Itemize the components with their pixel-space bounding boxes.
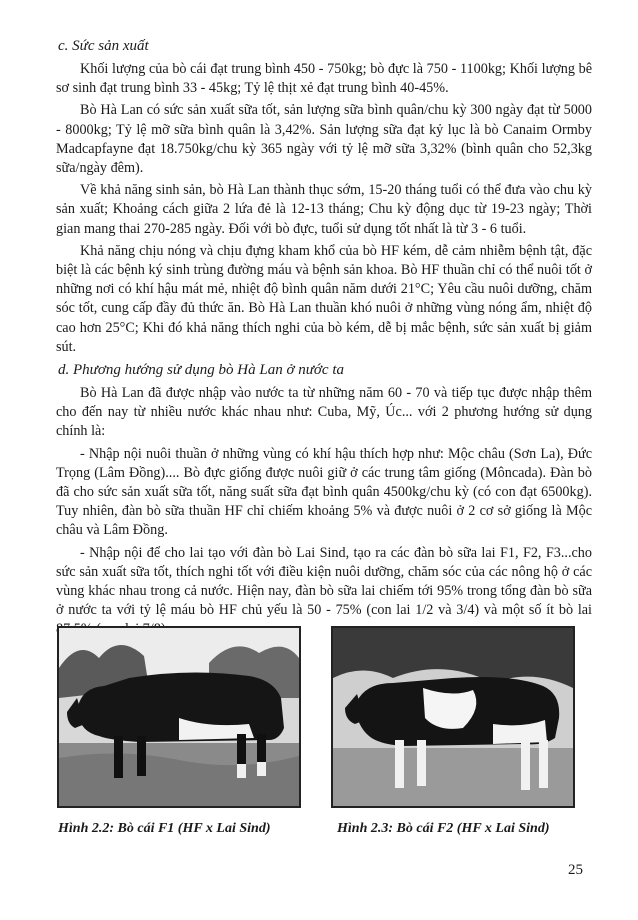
cow-photo-f2-image — [333, 628, 573, 806]
paragraph: Bò Hà Lan có sức sản xuất sữa tốt, sản lượng sữa bình quân/chu kỳ 300 ngày đạt từ 5000 - 8000kg; Tỷ lệ mỡ sữa bình quân là 3,42%. Sản lượng sữa đạt kỷ lục là bò Canaim Ormby Madcapfayne đạt 18.750kg/chu kỳ 365 ngày với tỷ lệ mỡ sữa 3,32% (bình quân cho 52,3kg sữa/ngày đêm). — [56, 102, 592, 177]
figures-row — [56, 626, 592, 846]
paragraph: - Nhập nội nuôi thuần ở những vùng có khí hậu thích hợp như: Mộc châu (Sơn La), Đức Trọng (Lâm Đồng).... Bò đực giống được nuôi giữ ở các trung tâm giống (Môncada). Đàn bò đã cho sức sản xuất sữa tốt, năng suất sữa đạt bình quân 4500kg/chu kỳ (có con đạt 6500kg). Tuy nhiên, đàn bò sữa thuần HF chỉ chiếm khoảng 5% và được nuôi ở 2 cơ sở giống là Mộc châu và Lâm Đồng. — [56, 445, 592, 539]
figure-caption: Hình 2.3: Bò cái F2 (HF x Lai Sind) — [337, 821, 550, 836]
figure-2-2 — [57, 626, 297, 836]
cow-photo-f2 — [331, 626, 575, 808]
paragraph: Khối lượng của bò cái đạt trung bình 450 - 750kg; bò đực là 750 - 1100kg; Khối lượng bê sơ sinh đạt trung bình 33 - 45kg; Tỷ lệ thịt xẻ đạt trung bình 40-45%. — [56, 61, 592, 97]
paragraph: Bò Hà Lan đã được nhập vào nước ta từ những năm 60 - 70 và tiếp tục được nhập thêm cho đến nay từ nhiều nước khác nhau như: Cuba, Mỹ, Úc... với 2 phương hướng sử dụng chính là: — [56, 385, 592, 440]
section-heading-d: d. Phương hướng sử dụng bò Hà Lan ở nước ta — [58, 362, 344, 379]
figure-caption: Hình 2.2: Bò cái F1 (HF x Lai Sind) — [58, 821, 271, 836]
figure-2-3 — [331, 626, 571, 836]
paragraph: - Nhập nội để cho lai tạo với đàn bò Lai Sind, tạo ra các đàn bò sữa lai F1, F2, F3...cho sức sản xuất sữa tốt, thích nghi tốt với điều kiện nuôi dưỡng, chăm sóc của các nông hộ ở các vùng khác nhau trong cả nước. Hiện nay, đàn bò sữa lai chiếm tới 95% trong tổng đàn bò sữa ở nước ta với tỷ lệ máu bò HF chủ yếu là 50 - 75% (con lai 1/2 và 3/4) và một số ít bò lai — [56, 544, 592, 619]
cow-photo-f1-image — [59, 628, 299, 806]
page-number: 25 — [568, 862, 583, 878]
section-heading-c: c. Sức sản xuất — [58, 38, 149, 54]
cow-photo-f1 — [57, 626, 301, 808]
body-text — [56, 36, 592, 643]
paragraph: Khả năng chịu nóng và chịu đựng kham khổ của bò HF kém, dễ cảm nhiễm bệnh tật, đặc biệt là các bệnh ký sinh trùng đường máu và bệnh sản khoa. Bò HF thuần chỉ có thể nuôi tốt ở những nơi có khí hậu mát mẻ, nhiệt độ bình quân năm dưới 21°C; Yêu cầu nuôi dưỡng, chăm sóc tốt, cung cấp đầy đủ thức ăn. Bò Hà Lan thuần khó nuôi ở những vùng nóng ẩm, nhiệt độ cao hơn 25°C; Khi đó khả năng thích nghi của bò kém, dễ bị mắc bệnh, sức sản xuất bị giảm sút. — [56, 242, 592, 355]
paragraph: Về khả năng sinh sản, bò Hà Lan thành thục sớm, 15-20 tháng tuổi có thể đưa vào chu kỳ sản xuất; Khoảng cách giữa 2 lứa đẻ là 12-13 tháng; Chu kỳ động dục từ 19-23 ngày; Thời gian mang thai 270-285 ngày. Đối với bò đực, tuổi sử dụng tốt nhất là từ 3 - 6 tuổi. — [56, 182, 592, 237]
